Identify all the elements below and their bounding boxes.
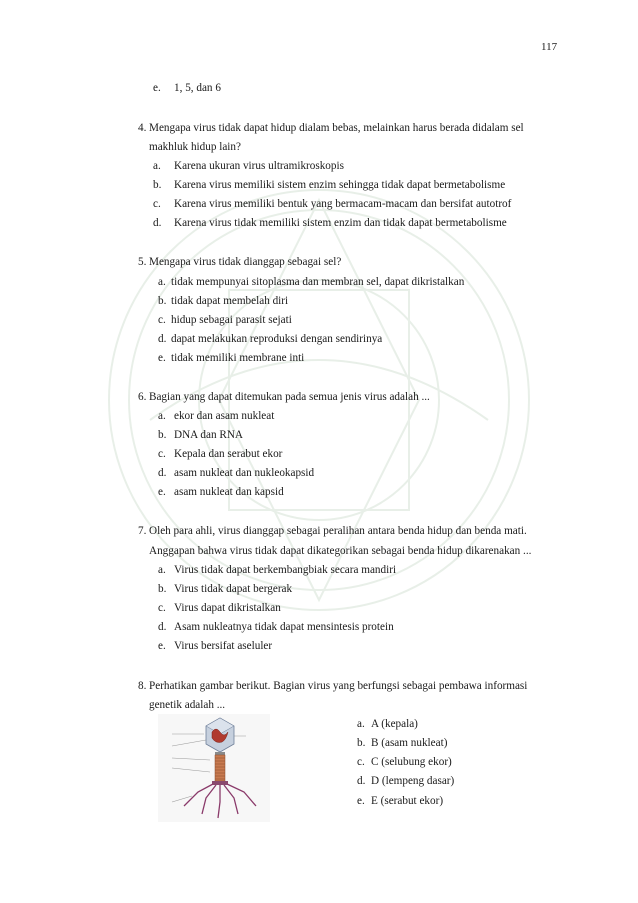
question-number: 4. (138, 122, 147, 134)
label-line-d (172, 768, 210, 772)
option-text: D (lempeng dasar) (371, 775, 455, 787)
question-text: Mengapa virus tidak dianggap sebagai sel? (149, 256, 342, 268)
option-label: a. (357, 718, 365, 730)
option-text: ekor dan asam nukleat (174, 410, 275, 422)
question-number: 8. (138, 680, 147, 692)
option-text: Kepala dan serabut ekor (174, 448, 283, 460)
option-label: d. (153, 217, 162, 229)
option-text: E (serabut ekor) (371, 795, 444, 807)
question-text: Bagian yang dapat ditemukan pada semua jenis virus adalah ... (149, 391, 430, 403)
option-text: asam nukleat dan kapsid (174, 486, 284, 498)
option-text: dapat melakukan reproduksi dengan sendirinya (171, 333, 383, 345)
collar (215, 752, 225, 755)
option-label: a. (158, 276, 166, 288)
option-text: tidak mempunyai sitoplasma dan membran sel, dapat dikristalkan (171, 276, 465, 288)
option-label: c. (158, 314, 166, 326)
option-text: Virus bersifat aseluler (174, 640, 273, 652)
option-text: tidak dapat membelah diri (171, 295, 289, 307)
option-label: a. (153, 160, 161, 172)
option-label: b. (158, 295, 167, 307)
option-label: d. (158, 333, 167, 345)
option-text: Virus dapat dikristalkan (174, 602, 281, 614)
option-text: tidak memiliki membrane inti (171, 352, 305, 364)
tail-fibers (184, 784, 256, 818)
option-text: hidup sebagai parasit sejati (171, 314, 292, 326)
option-text: Virus tidak dapat berkembangbiak secara mandiri (174, 564, 397, 576)
option-label: c. (158, 602, 166, 614)
option-text: Karena virus tidak memiliki sistem enzim dan tidak dapat bermetabolisme (174, 217, 507, 229)
question-text: makhluk hidup lain? (149, 141, 241, 153)
option-label: d. (357, 775, 366, 787)
option-text: DNA dan RNA (174, 429, 243, 441)
option-label: b. (153, 179, 162, 191)
option-text: Karena ukuran virus ultramikroskopis (174, 160, 344, 172)
bacteriophage-figure (158, 714, 270, 822)
option-text: Virus tidak dapat bergerak (174, 583, 293, 595)
option-text: A (kepala) (371, 718, 418, 730)
option-label: b. (158, 429, 167, 441)
option-label: c. (153, 198, 161, 210)
option-label: a. (158, 410, 166, 422)
q3-option-e-label: e. (153, 82, 161, 94)
option-label: b. (158, 583, 167, 595)
question-text: genetik adalah ... (149, 699, 226, 711)
option-text: Karena virus memiliki sistem enzim sehingga tidak dapat bermetabolisme (174, 179, 506, 191)
label-line-c (172, 758, 210, 760)
question-text: Perhatikan gambar berikut. Bagian virus yang berfungsi sebagai pembawa informasi (149, 680, 528, 692)
option-label: e. (158, 486, 166, 498)
option-label: c. (357, 756, 365, 768)
question-text: Anggapan bahwa virus tidak dapat dikategorikan sebagai benda hidup dikarenakan ... (149, 545, 532, 557)
option-text: asam nukleat dan nukleokapsid (174, 467, 315, 479)
question-number: 7. (138, 525, 147, 537)
option-text: C (selubung ekor) (371, 756, 452, 768)
tail-sheath (215, 755, 225, 781)
option-label: c. (158, 448, 166, 460)
option-label: e. (357, 795, 365, 807)
bacteriophage-diagram (158, 714, 270, 822)
page-number: 117 (541, 41, 558, 53)
option-label: a. (158, 564, 166, 576)
base-plate (212, 781, 228, 785)
option-label: b. (357, 737, 366, 749)
question-number: 6. (138, 391, 147, 403)
q3-option-e-text: 1, 5, dan 6 (174, 82, 221, 94)
option-text: Karena virus memiliki bentuk yang bermacam-macam dan bersifat autotrof (174, 198, 512, 210)
option-text: B (asam nukleat) (371, 737, 448, 749)
question-text: Oleh para ahli, virus dianggap sebagai peralihan antara benda hidup dan benda mati. (149, 525, 527, 537)
option-text: Asam nukleatnya tidak dapat mensintesis protein (174, 621, 394, 633)
option-label: d. (158, 467, 167, 479)
option-label: d. (158, 621, 167, 633)
question-number: 5. (138, 256, 147, 268)
question-text: Mengapa virus tidak dapat hidup dialam bebas, melainkan harus berada didalam sel (149, 122, 524, 134)
label-line-b (172, 740, 206, 746)
option-label: e. (158, 640, 166, 652)
option-label: e. (158, 352, 166, 364)
